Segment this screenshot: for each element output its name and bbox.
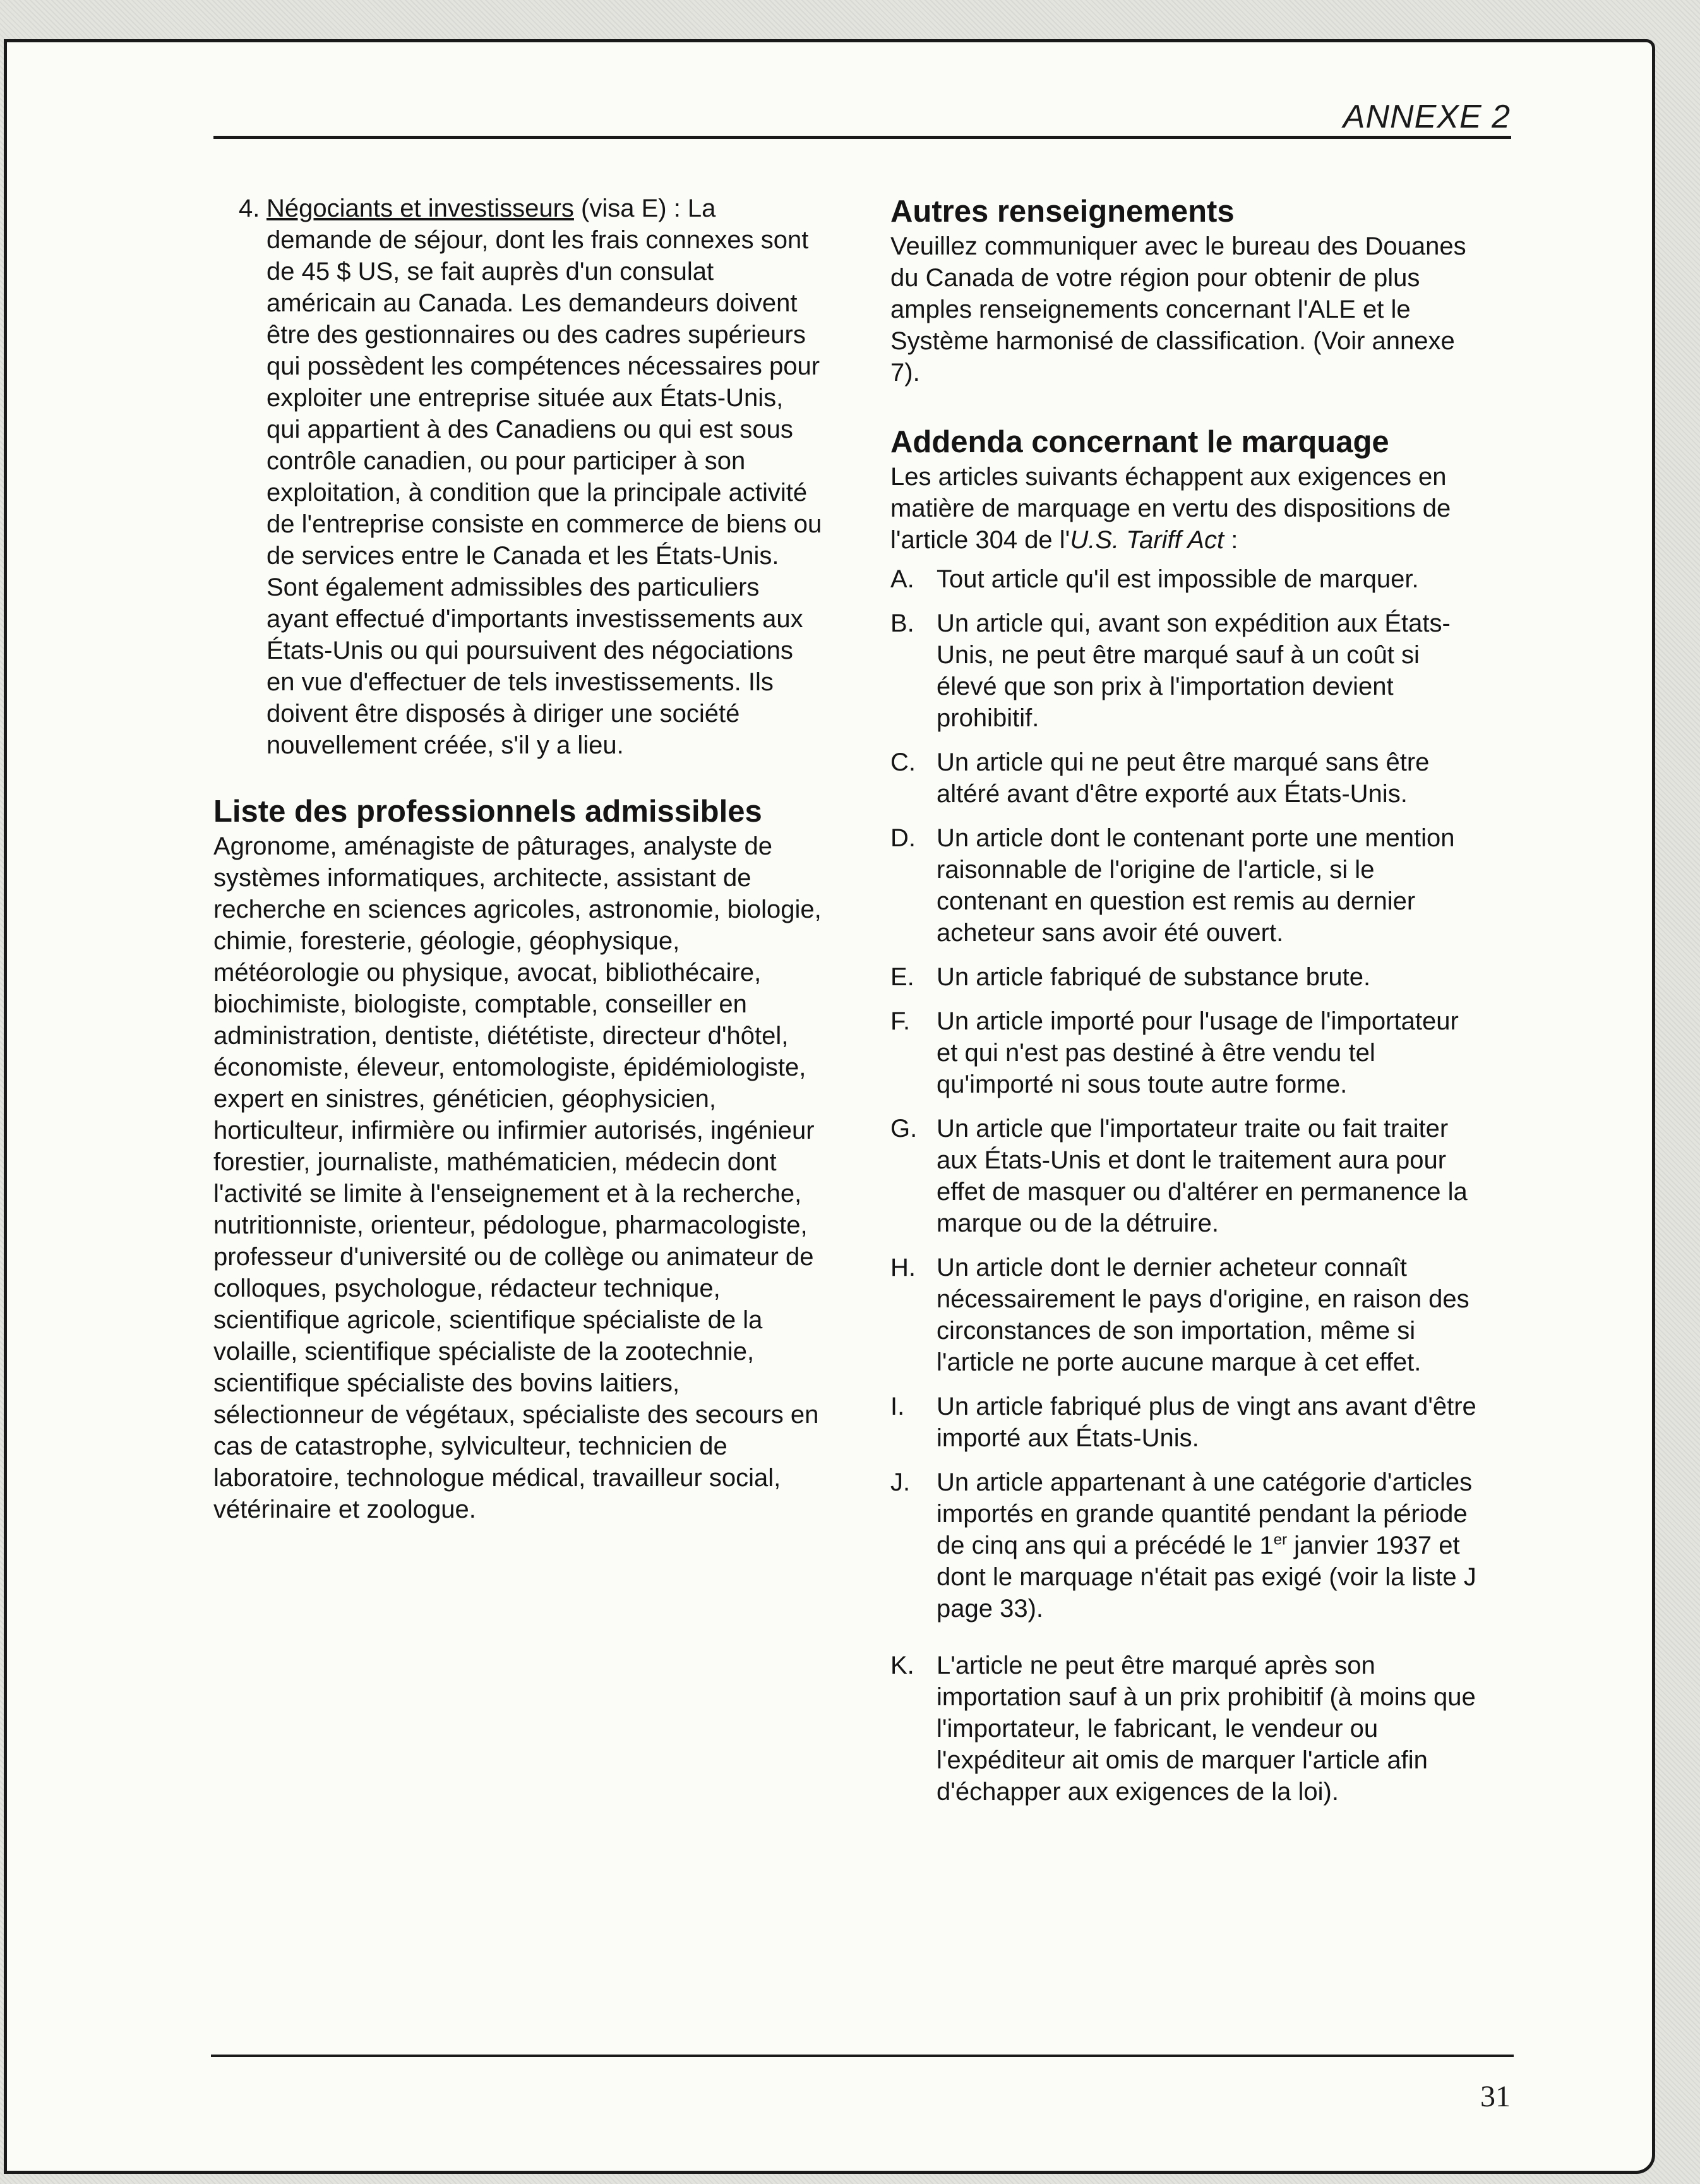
addenda-intro-act: U.S. Tariff Act	[1070, 526, 1224, 554]
page-number: 31	[1480, 2080, 1511, 2113]
addenda-heading: Addenda concernant le marquage	[890, 425, 1389, 459]
right-column	[890, 193, 1481, 1820]
addenda-intro-end: :	[1224, 526, 1238, 554]
item-j-text-start: Un article appartenant à une catégorie d'articles importés en grande quantité pendant la période de cinq ans qui a précédé le 1	[937, 1468, 1473, 1559]
visa-item-body	[266, 193, 823, 761]
info-text: Veuillez communiquer avec le bureau des Douanes du Canada de votre région pour obtenir de plus amples renseignements concernant l'ALE et le Système harmonisé de classification. (Voir annexe 7).	[890, 232, 1466, 387]
annex-title: ANNEXE 2	[1343, 99, 1511, 135]
professionals-list: Agronome, aménagiste de pâturages, analyste de systèmes informatiques, architecte, assistant de recherche en sciences agricoles, astronomie, biologie, chimie, foresterie, géologie, géophysique, météorologie ou physique, avocat, bibliothécaire, biochimiste, biologiste, comptable, conseiller en administration, dentiste, diététiste, directeur d'hôtel, économiste, éleveur, entomologiste, épidémiologiste, expert en sinistres, généticien, géophysicien, horticulteur, infirmière ou infirmier autorisés, ingénieur forestier, journaliste, mathématicien, médecin dont l'activité se limite à l'enseignement et à la recherche, nutritionniste, orienteur, pédologue, pharmacologiste, professeur d'université ou de collège ou animateur de colloques, psychologue, rédacteur technique, scientifique agricole, scientifique spécialiste de la volaille, scientifique spécialiste de la zootechnie, scientifique spécialiste des bovins laitiers, sélectionneur de végétaux, spécialiste des secours en cas de catastrophe, sylviculteur, technicien de laboratoire, technologue médical, travailleur social, vétérinaire et zoologue.	[213, 832, 822, 1523]
list-item-text: Un article dont le dernier acheteur connaît nécessairement le pays d'origine, en raison des circonstances de son importation, même si l'article ne porte aucune marque à cet effet.	[937, 1254, 1470, 1376]
visa-item-term: Négociants et investisseurs	[266, 195, 574, 222]
list-item-text: Un article dont le contenant porte une mention raisonnable de l'origine de l'article, si le contenant en question est remis au dernier acheteur sans avoir été ouvert.	[937, 824, 1455, 947]
item-j-text-end: janvier 1937 et dont le marquage n'était pas exigé (voir la liste J page 33).	[937, 1532, 1476, 1623]
visa-item-number: 4.	[239, 195, 260, 222]
list-item-text: Un article qui ne peut être marqué sans être altéré avant d'être exporté aux États-Unis.	[937, 748, 1430, 808]
list-item-k	[890, 1650, 1481, 1808]
info-heading: Autres renseignements	[890, 195, 1235, 229]
visa-item-text: (visa E) : La demande de séjour, dont les frais connexes sont de 45 $ US, se fait auprès d'un consulat américain au Canada. Les demandeurs doivent être des gestionnaires ou des cadres supérieurs qui possèdent les compétences nécessaires pour exploiter une entreprise située aux États-Unis, qui appartient à des Canadiens ou qui est sous contrôle canadien, ou pour participer à son exploitation, à condition que la principale activité de l'entreprise consiste en commerce de biens ou de services entre le Canada et les États-Unis. Sont également admissibles des particuliers ayant effectué d'importants investissements aux États-Unis ou qui poursuivent des négociations en vue d'effectuer de tels investissements. Ils doivent être disposés à diriger une société nouvellement créée, s'il y a lieu.	[266, 195, 822, 759]
list-item-letter: E.	[890, 963, 914, 991]
list-item-letter: B.	[890, 609, 914, 637]
list-item	[890, 1252, 1481, 1378]
professionals-heading: Liste des professionnels admissibles	[213, 795, 762, 829]
list-item	[890, 961, 1481, 993]
list-item-j	[890, 1467, 1481, 1624]
header-rule	[213, 136, 1511, 139]
list-item-text: Un article que l'importateur traite ou fait traiter aux États-Unis et dont le traitement aura pour effet de masquer ou d'altérer en permanence la marque ou de la détruire.	[937, 1115, 1468, 1237]
list-item	[890, 1113, 1481, 1239]
list-item-letter: K.	[890, 1652, 914, 1679]
list-item	[890, 822, 1481, 949]
list-item-letter: I.	[890, 1393, 905, 1420]
addenda-intro-start: Les articles suivants échappent aux exigences en matière de marquage en vertu des dispositions de l'article 304 de l'	[890, 463, 1451, 554]
list-item	[890, 1005, 1481, 1100]
list-item-text: L'article ne peut être marqué après son importation sauf à un prix prohibitif (à moins que l'importateur, le fabricant, le vendeur ou l'expéditeur ait omis de marquer l'article afin d'échapper aux exigences de la loi).	[937, 1652, 1476, 1806]
list-item-letter: D.	[890, 824, 916, 852]
ordinal-superscript: er	[1273, 1531, 1288, 1549]
list-item-text: Tout article qu'il est impossible de marquer.	[937, 565, 1419, 593]
addenda-intro	[890, 461, 1481, 556]
list-item-letter: G.	[890, 1115, 918, 1143]
list-item	[890, 608, 1481, 734]
footer-rule	[211, 2055, 1514, 2057]
list-item-letter: A.	[890, 565, 914, 593]
visa-e-item	[213, 193, 823, 761]
list-item-letter: H.	[890, 1254, 916, 1281]
list-item-text	[937, 1467, 1481, 1624]
list-item-letter: J.	[890, 1468, 911, 1496]
list-item	[890, 1391, 1481, 1454]
list-item-text: Un article fabriqué de substance brute.	[937, 963, 1371, 991]
exemption-list	[890, 563, 1481, 1808]
list-item	[890, 747, 1481, 810]
list-item-letter: F.	[890, 1007, 911, 1035]
list-item-text: Un article fabriqué plus de vingt ans avant d'être importé aux États-Unis.	[937, 1393, 1476, 1452]
list-item-text: Un article importé pour l'usage de l'importateur et qui n'est pas destiné à être vendu tel qu'importé ni sous toute autre forme.	[937, 1007, 1459, 1098]
list-item-text: Un article qui, avant son expédition aux États-Unis, ne peut être marqué sauf à un coût si élevé que son prix à l'importation devient prohibitif.	[937, 609, 1451, 732]
list-item-letter: C.	[890, 748, 916, 776]
list-item	[890, 563, 1481, 595]
left-column	[213, 193, 823, 1525]
